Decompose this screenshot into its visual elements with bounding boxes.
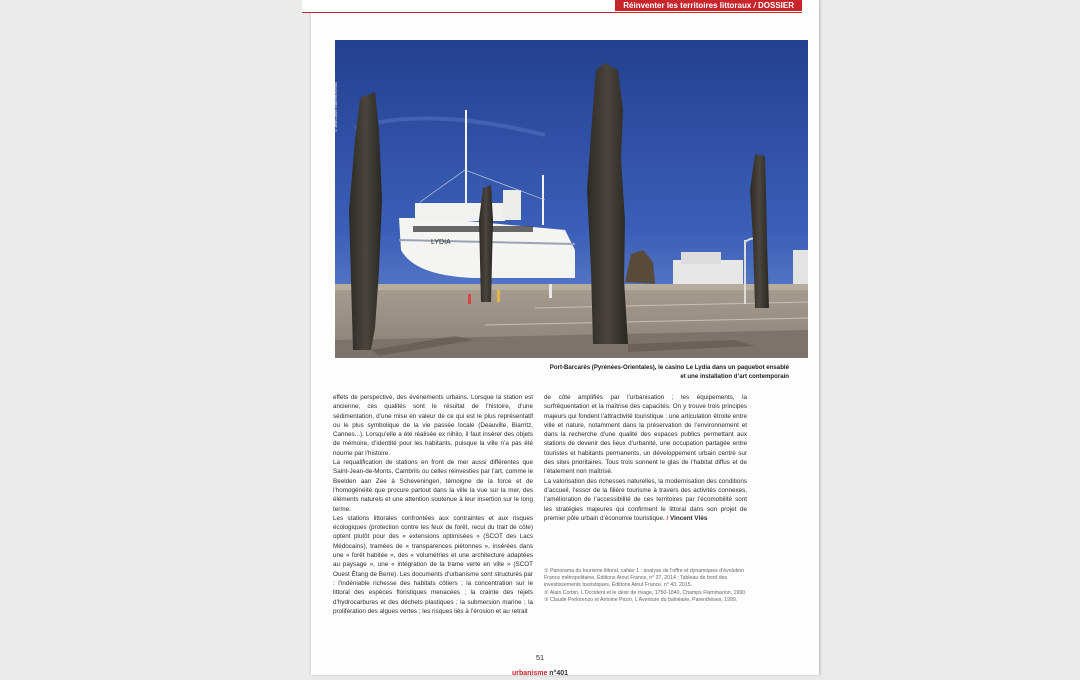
author-slash: / <box>666 514 669 522</box>
right-column <box>544 393 747 523</box>
page-number: 51 <box>535 653 545 662</box>
photo-credit: © Jean-Marc Barrère/Hemis <box>333 82 338 132</box>
footnotes <box>544 568 747 604</box>
section-title: Réinventer les territoires littoraux <box>623 1 752 10</box>
photo-caption <box>539 363 789 381</box>
page-footer <box>510 654 570 680</box>
left-paragraph-2: La requalification de stations en front de mer aussi différentes que Saint-Jean-de-Monts, Cambrils ou celles réinvesties par l’art, comme le Beelden aan Zee à Scheveningen, témoigne de la force et de l’homogénéité que procure partout dans la ville la vue sur la mer, des éléments naturels et une attention soutenue à leur insertion sur le long terme. <box>333 459 533 513</box>
magazine-page <box>311 0 819 675</box>
right-paragraph-2 <box>544 477 747 523</box>
right-paragraph-2-text: La valorisation des richesses naturelles, la modernisation des conditions d’accueil, l’essor de la filière tourisme à travers des activités connexes, l’amélioration de l’accessibilité de ces territoires par l’écomobilité sont les stratégies majeures qui confirment le littoral dans son projet de premier pôle urbain d’économie touristique. <box>544 477 747 522</box>
caption-line-2: et une installation d’art contemporain <box>680 373 789 380</box>
magazine-brand: urbanisme <box>511 670 548 677</box>
magazine-name <box>512 670 568 677</box>
footnote-2: ② Alain Corbin, L’Occident et le désir de rivage, 1750-1840, Champs Flammarion, 1990. <box>544 589 747 596</box>
article-photo <box>335 40 808 358</box>
section-tag <box>615 0 802 11</box>
issue-number: n°401 <box>549 670 569 677</box>
header-band <box>302 0 802 13</box>
left-paragraph-1: effets de perspective, des événements urbains. Lorsque la station est ancienne, ces qualités sont le résultat de l’histoire, d’une sédimentation, d’une mise en valeur de ce qui est le plus représentatif ou le plus symbolique de la vie passée locale (Deauville, Biarritz, Cannes...). Lorsqu’elle a été réalisée ex nihilo, il faut insérer des objets de mémoire, d’identité pour les habitants, puisque la ville n’a pas été nourrie par l’histoire. <box>333 394 533 457</box>
author-signature <box>667 515 708 522</box>
dossier-label: DOSSIER <box>757 1 794 10</box>
left-paragraph-3: Les stations littorales confrontées aux contraintes et aux risques écologiques (protection contre les feux de forêt, recul du trait de côte) optent plutôt pour des « extensions optimisées » (SCOT des Lacs Médocains), tramées de « transparences piétonnes », insérées dans une « forêt habitée », des « volumétries et une architecture adaptées au paysage », une « intégration de la trame verte en ville » (SCOT Ouest Étang de Berre). Les documents d’urbanisme sont structurés par : l’indéniable richesse des habitats côtiers ; la concentration sur le littoral des espèces floristiques menacées ; la crainte des rejets d’hydrocarbures et des déchets plastiques ; la submersion marine ; la prolifération des algues vertes ; les risques liés à l’érosion et au retrait <box>333 514 533 615</box>
author-name: Vincent Vlès <box>670 514 708 522</box>
footnote-1: ① Panorama du tourisme littoral, cahier 1 : analyse de l’offre et dynamiques d’évolution France métropolitaine, Éditions Atout France, n° 37, 2014 ; Tableau de bord des investissements touristiques, Éditions Atout France, n° 43, 2015. <box>544 568 745 589</box>
ship-name: LYDIA <box>431 239 451 246</box>
section-separator: / <box>751 1 758 10</box>
left-column <box>333 393 533 616</box>
caption-line-1: Port-Barcarès (Pyrénées-Orientales), le casino Le Lydia dans un paquebot ensablé <box>549 364 789 371</box>
right-paragraph-1: de côte amplifiés par l’urbanisation ; les équipements, la surfréquentation et la maîtrise des capacités. On y trouve trois principes majeurs qui fondent l’attractivité touristique : une articulation étroite entre ville et nature, notamment dans la préservation de l’environnement et dans la recherche d’une qualité des espaces publics permettant aux stations de devenir des lieux d’urbanité, une occupation partagée entre touristes et habitants permanents, un développement urbain centré sur des sites prioritaires. Tous trois sonnent le glas de l’habitat diffus et de l’étalement non maîtrisé. <box>544 394 747 476</box>
footnote-3: ③ Claude Prelorenzo et Antoine Picon, L’Aventure du balnéaire, Parenthèses, 1999. <box>544 596 738 603</box>
page-edge <box>819 0 823 675</box>
